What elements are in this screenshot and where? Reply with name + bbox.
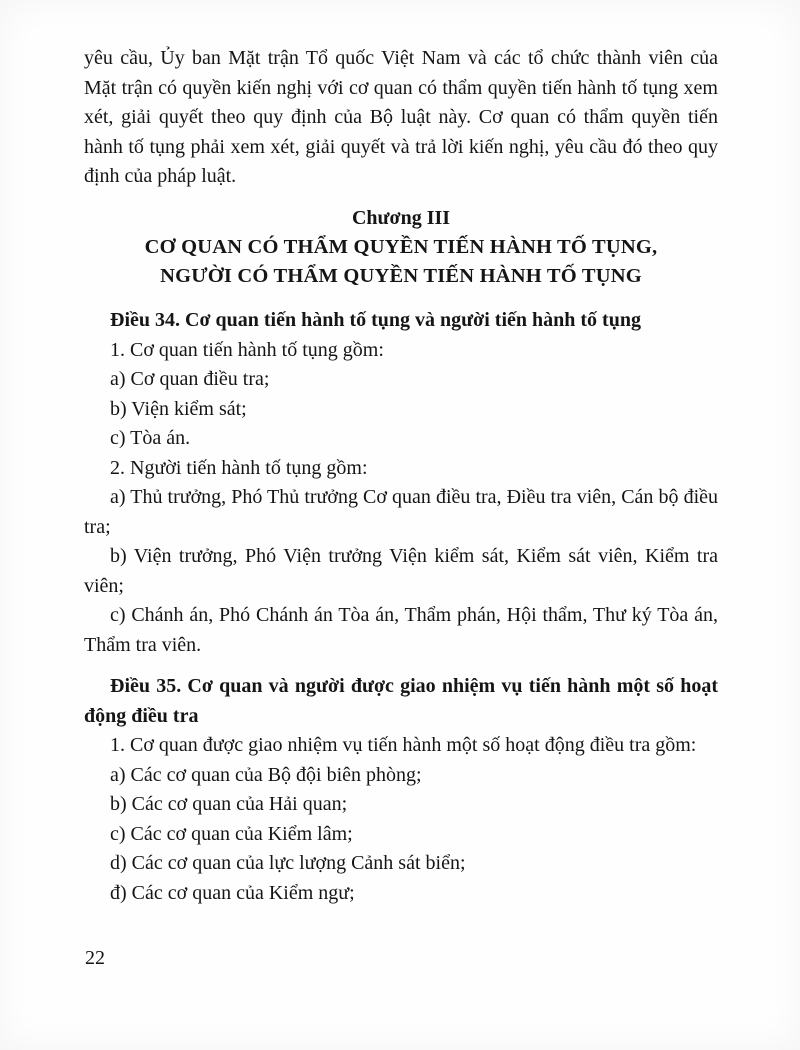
article-35-item: d) Các cơ quan của lực lượng Cảnh sát biển; (110, 852, 466, 874)
page-number: 22 (85, 947, 105, 969)
article-34-item: c) Chánh án, Phó Chánh án Tòa án, Thẩm phán, Hội thẩm, Thư ký Tòa án, Thẩm tra viên. (84, 604, 718, 656)
article-34-item: a) Cơ quan điều tra; (110, 368, 270, 390)
article-34-item: a) Thủ trưởng, Phó Thủ trưởng Cơ quan điều tra, Điều tra viên, Cán bộ điều tra; (84, 486, 718, 538)
article-35-item: 1. Cơ quan được giao nhiệm vụ tiến hành một số hoạt động điều tra gồm: (110, 734, 697, 756)
article-35-item: b) Các cơ quan của Hải quan; (110, 793, 348, 815)
chapter-title-line2: NGƯỜI CÓ THẨM QUYỀN TIẾN HÀNH TỐ TỤNG (160, 264, 642, 287)
article-34-heading: Điều 34. Cơ quan tiến hành tố tụng và người tiến hành tố tụng (110, 309, 641, 331)
article-35-item: c) Các cơ quan của Kiểm lâm; (110, 822, 353, 845)
chapter-heading-block (84, 204, 718, 291)
article-35-heading: Điều 35. Cơ quan và người được giao nhiệm vụ tiến hành một số hoạt động điều tra (84, 675, 718, 727)
chapter-label: Chương III (351, 206, 451, 229)
page-content (84, 44, 718, 908)
article-34-item: c) Tòa án. (110, 427, 191, 449)
intro-paragraph: yêu cầu, Ủy ban Mặt trận Tổ quốc Việt Nam và các tổ chức thành viên của Mặt trận có quyền kiến nghị với cơ quan có thẩm quyền tiến hành tố tụng xem xét, giải quyết theo quy định của Bộ luật này. Cơ quan có thẩm quyền tiến hành tố tụng phải xem xét, giải quyết và trả lời kiến nghị, yêu cầu đó theo quy định của pháp luật. (84, 47, 718, 187)
article-35-item: đ) Các cơ quan của Kiểm ngư; (110, 881, 355, 904)
article-34-item: b) Viện trưởng, Phó Viện trưởng Viện kiểm sát, Kiểm sát viên, Kiểm tra viên; (84, 545, 718, 597)
article-34-item: 2. Người tiến hành tố tụng gồm: (110, 456, 368, 479)
chapter-title-line1: CƠ QUAN CÓ THẨM QUYỀN TIẾN HÀNH TỐ TỤNG, (144, 236, 658, 258)
article-34-item: b) Viện kiểm sát; (110, 397, 247, 420)
article-35-item: a) Các cơ quan của Bộ đội biên phòng; (110, 763, 422, 786)
article-34-item: 1. Cơ quan tiến hành tố tụng gồm: (110, 338, 384, 361)
